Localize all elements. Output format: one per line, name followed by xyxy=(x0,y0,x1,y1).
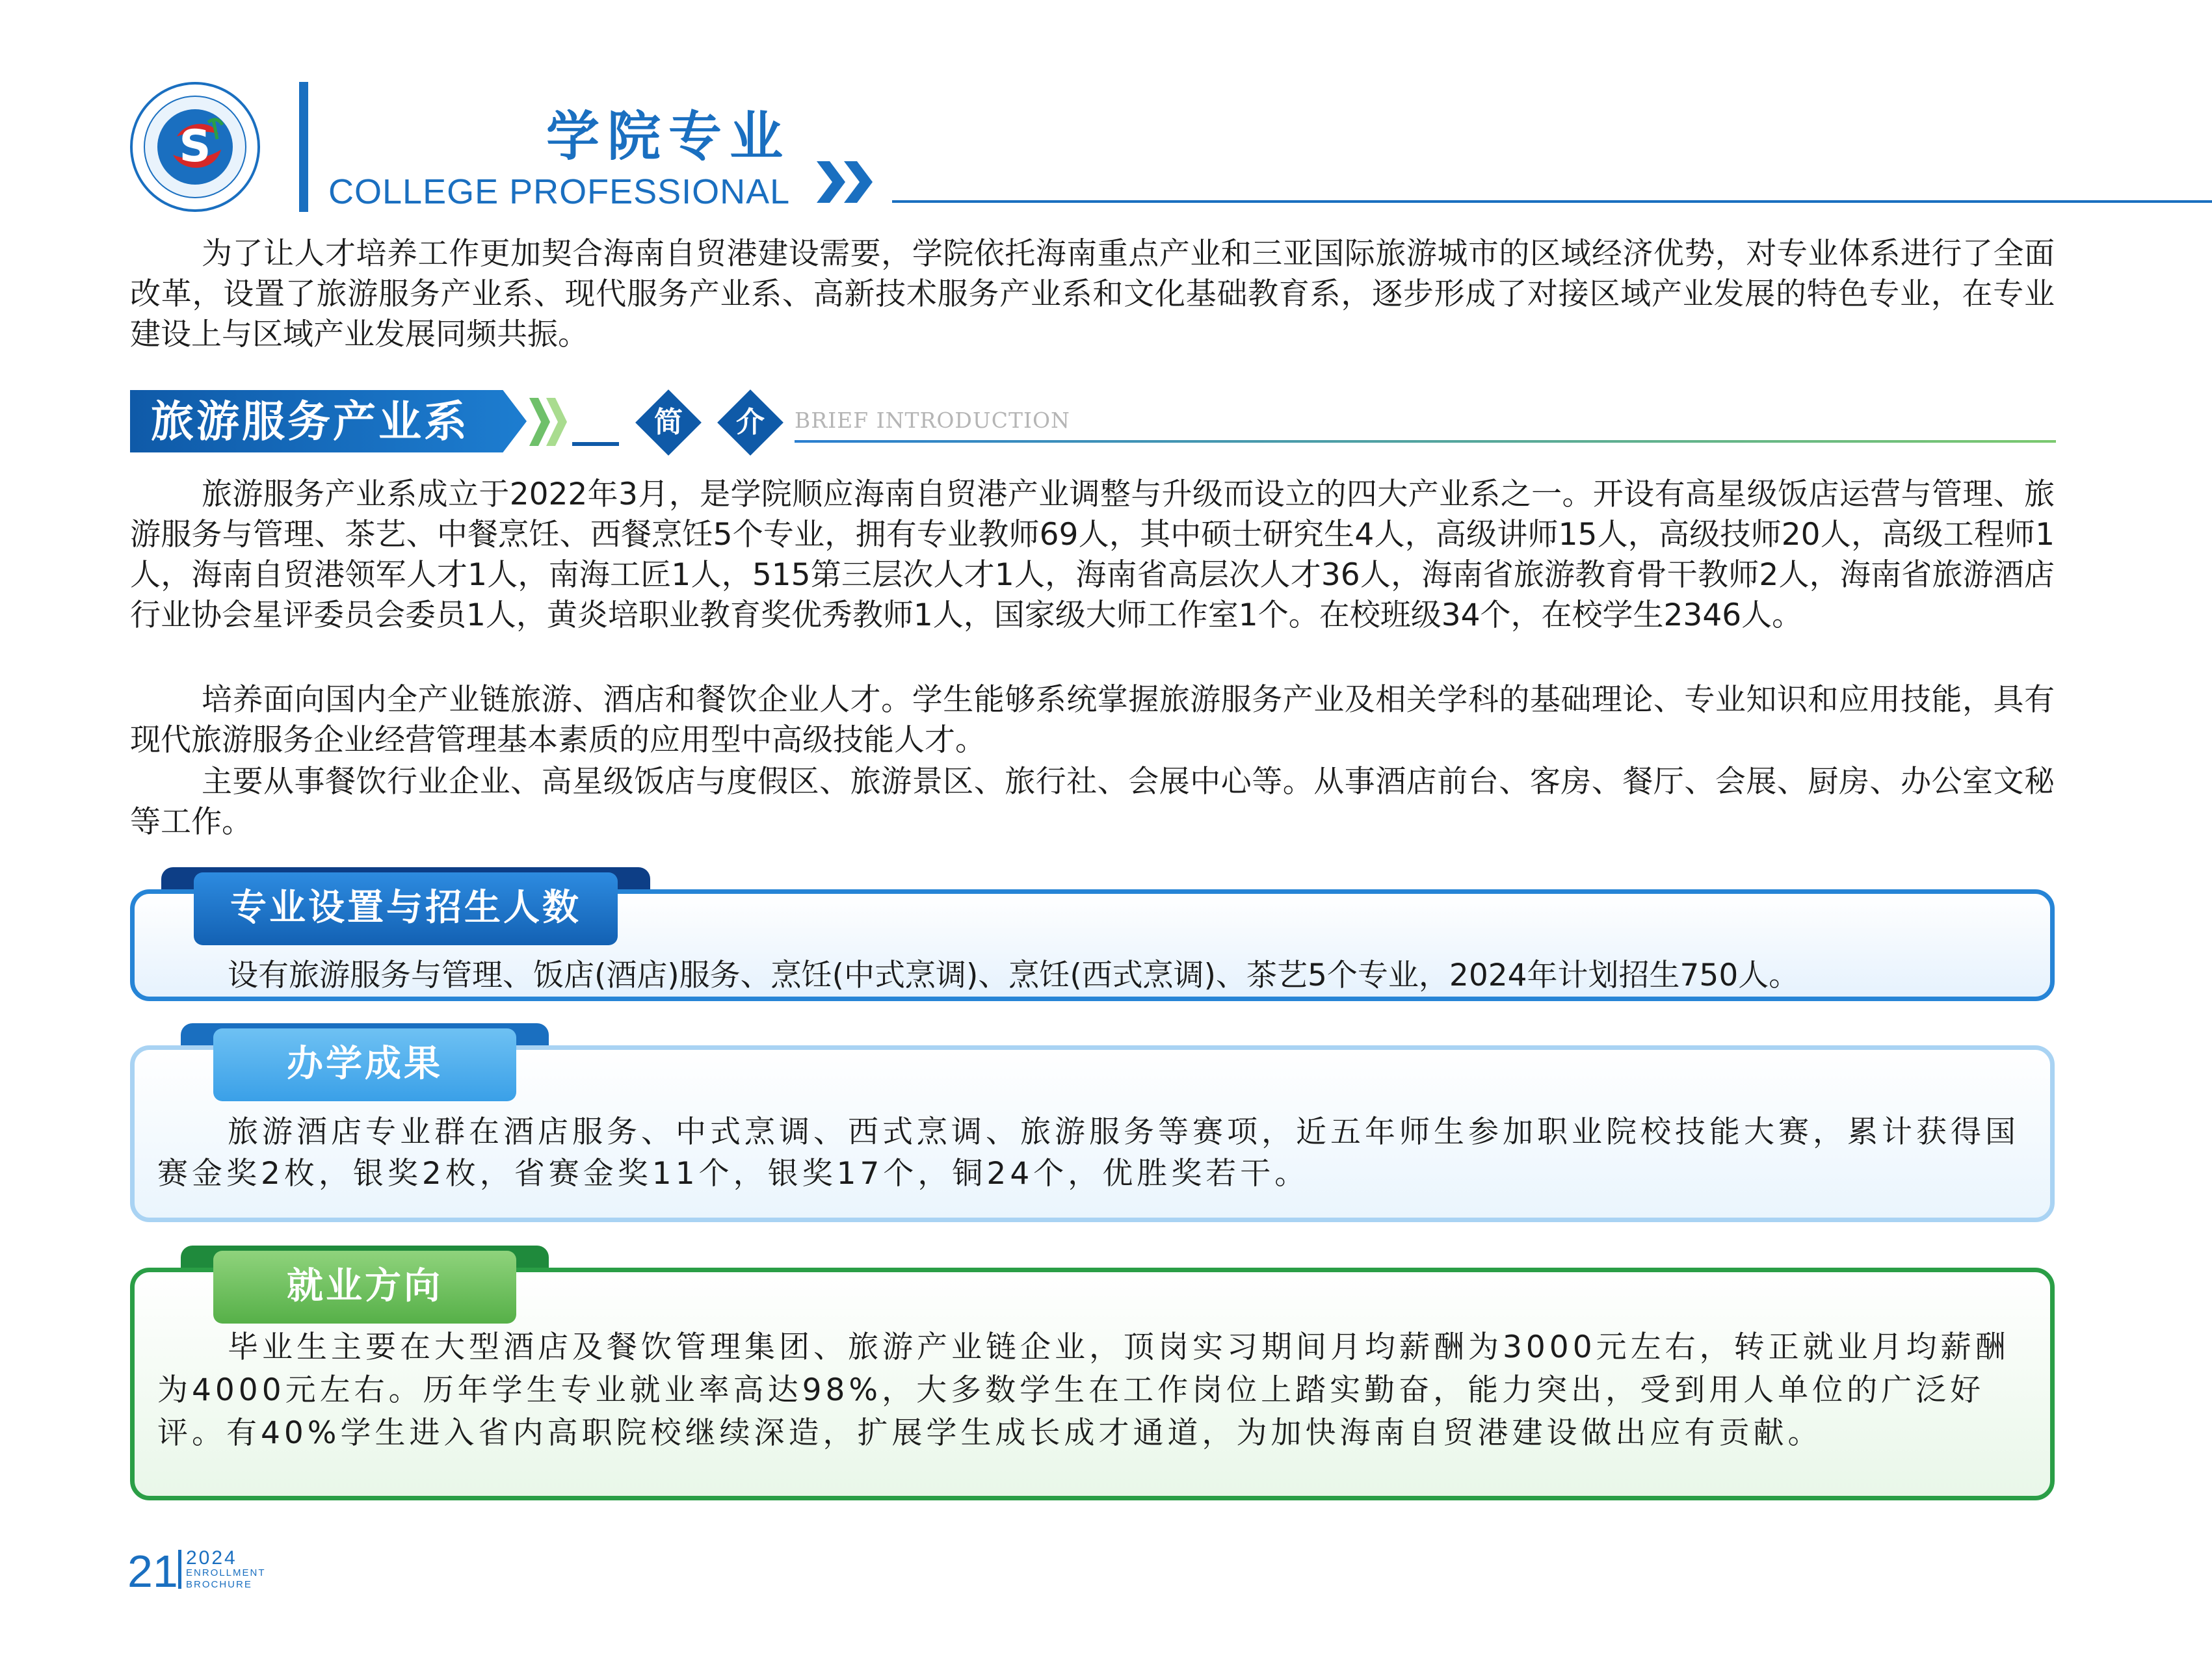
header-divider xyxy=(892,200,2212,203)
diamond-badge-jie: 介 xyxy=(722,394,779,451)
brief-introduction-label: BRIEF INTRODUCTION xyxy=(795,408,1070,433)
achievements-box-text: 旅游酒店专业群在酒店服务、中式烹调、西式烹调、旅游服务等赛项，近五年师生参加职业院校技能大赛，累计获得国赛金奖2枚，银奖2枚，省赛金奖11个，银奖17个，铜24个，优胜奖若干。 xyxy=(157,1114,2020,1192)
department-title: 旅游服务产业系 xyxy=(151,397,469,447)
page-title: 学院专业 xyxy=(546,106,791,168)
footer-separator xyxy=(178,1550,181,1589)
diamond-badge-jian: 简 xyxy=(640,394,697,451)
employment-box-title: 就业方向 xyxy=(213,1251,516,1324)
heading-dash xyxy=(572,442,619,446)
page-title-english: COLLEGE PROFESSIONAL xyxy=(328,172,791,211)
chevron-right-icon xyxy=(528,394,575,450)
department-paragraph: 主要从事餐饮行业企业、高星级饭店与度假区、旅游景区、旅行社、会展中心等。从事酒店前台、客房、餐厅、会展、厨房、办公室文秘等工作。 xyxy=(130,764,2055,840)
college-emblem-icon xyxy=(130,82,260,212)
header-accent-bar xyxy=(299,82,308,212)
footer-brochure: BROCHURE xyxy=(186,1579,252,1590)
majors-box-title: 专业设置与招生人数 xyxy=(194,872,618,945)
department-paragraph: 培养面向国内全产业链旅游、酒店和餐饮企业人才。学生能够系统掌握旅游服务产业及相关学科的基础理论、专业知识和应用技能，具有现代旅游服务企业经营管理基本素质的应用型中高级技能人才。 xyxy=(130,682,2055,758)
section-divider xyxy=(795,440,2056,443)
department-paragraph: 旅游服务产业系成立于2022年3月，是学院顺应海南自贸港产业调整与升级而设立的四大产业系之一。开设有高星级饭店运营与管理、旅游服务与管理、茶艺、中餐烹饪、西餐烹饪5个专业，拥有专业教师69人，其中硕士研究生4人，高级讲师15人，高级技师20人，高级工程师1人，海南自贸港领军人才1人，南海工匠1人，515第三层次人才1人，海南省高层次人才36人，海南省旅游教育骨干教师2人，海南省旅游酒店行业协会星评委员会委员1人，黄炎培职业教育奖优秀教师1人，国家级大师工作室1个。在校班级34个，在校学生2346人。 xyxy=(130,477,2055,633)
double-chevron-right-icon xyxy=(814,159,879,205)
majors-box-text: 设有旅游服务与管理、饭店(酒店)服务、烹饪(中式烹调)、烹饪(西式烹调)、茶艺5个专业，2024年计划招生750人。 xyxy=(228,958,1800,993)
svg-text:S: S xyxy=(179,121,211,172)
achievements-box-title: 办学成果 xyxy=(213,1028,516,1101)
footer-enrollment: ENROLLMENT xyxy=(186,1567,266,1578)
page-number: 21 xyxy=(127,1546,178,1597)
employment-box-text: 毕业生主要在大型酒店及餐饮管理集团、旅游产业链企业，顶岗实习期间月均薪酬为3000元左右，转正就业月均薪酬为4000元左右。历年学生专业就业率高达98%，大多数学生在工作岗位上踏实勤奋，能力突出，受到用人单位的广泛好评。有40%学生进入省内高职院校继续深造，扩展学生成长成才通道，为加快海南自贸港建设做出应有贡献。 xyxy=(157,1329,2010,1451)
intro-paragraph: 为了让人才培养工作更加契合海南自贸港建设需要，学院依托海南重点产业和三亚国际旅游城市的区域经济优势，对专业体系进行了全面改革，设置了旅游服务产业系、现代服务产业系、高新技术服务产业系和文化基础教育系，逐步形成了对接区域产业发展的特色专业，在专业建设上与区域产业发展同频共振。 xyxy=(130,236,2055,352)
footer-year: 2024 xyxy=(186,1547,237,1569)
